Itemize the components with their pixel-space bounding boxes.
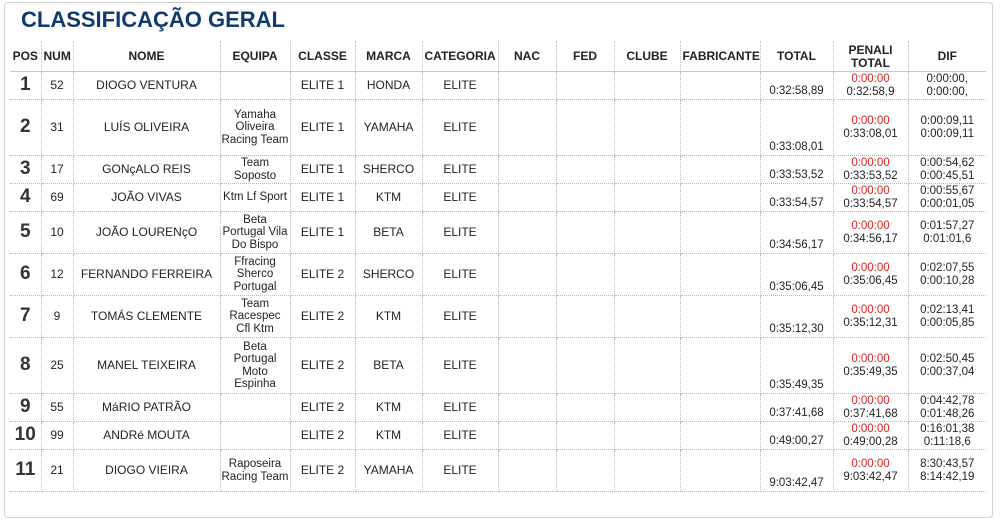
dif-leader: 0:02:07,55 <box>920 262 975 274</box>
cell-num: 52 <box>41 72 73 100</box>
cell-equipa: Yamaha Oliveira Racing Team <box>220 100 290 156</box>
table-row[interactable] <box>10 254 986 296</box>
cell-fed <box>556 212 614 254</box>
cell-pos: 4 <box>10 184 41 212</box>
cell-classe: ELITE 1 <box>290 100 355 156</box>
cell-fed <box>556 156 614 184</box>
col-header-fed[interactable]: FED <box>556 41 614 72</box>
cell-clube <box>614 184 680 212</box>
dif-leader: 0:04:42,78 <box>920 395 975 407</box>
cell-fed <box>556 100 614 156</box>
cell-pos: 3 <box>10 156 41 184</box>
penalty-value: 0:00:00 <box>851 220 890 232</box>
cell-classe: ELITE 2 <box>290 422 355 450</box>
cell-total: 0:37:41,68 <box>760 394 833 422</box>
cell-num: 69 <box>41 184 73 212</box>
cell-nome: FERNANDO FERREIRA <box>73 254 220 296</box>
cell-classe: ELITE 2 <box>290 338 355 394</box>
cell-fabricante <box>680 394 760 422</box>
page-title: CLASSIFICAÇÃO GERAL <box>21 7 285 32</box>
col-header-equipa[interactable]: EQUIPA <box>220 41 290 72</box>
cell-equipa: Beta Portugal Vila Do Bispo <box>220 212 290 254</box>
dif-previous: 0:11:18,6 <box>923 435 971 448</box>
penalty-total-value: 0:35:06,45 <box>843 274 898 287</box>
cell-dif <box>908 254 986 296</box>
table-row[interactable] <box>10 296 986 338</box>
cell-equipa: Ffracing Sherco Portugal <box>220 254 290 296</box>
cell-categoria: ELITE <box>422 184 498 212</box>
penalty-total-value: 0:35:49,35 <box>843 365 898 378</box>
col-header-nome[interactable]: NOME <box>73 41 220 72</box>
cell-fabricante <box>680 156 760 184</box>
cell-classe: ELITE 1 <box>290 156 355 184</box>
cell-clube <box>614 72 680 100</box>
col-header-classe[interactable]: CLASSE <box>290 41 355 72</box>
cell-penalty-total <box>833 184 908 212</box>
cell-fabricante <box>680 254 760 296</box>
dif-leader: 0:01:57,27 <box>920 220 975 232</box>
cell-fabricante <box>680 72 760 100</box>
cell-classe: ELITE 2 <box>290 296 355 338</box>
cell-pos: 11 <box>10 450 41 492</box>
cell-fabricante <box>680 296 760 338</box>
cell-fabricante <box>680 422 760 450</box>
cell-equipa: Beta Portugal Moto Espinha <box>220 338 290 394</box>
cell-total: 0:33:53,52 <box>760 156 833 184</box>
cell-categoria: ELITE <box>422 100 498 156</box>
cell-pos: 7 <box>10 296 41 338</box>
dif-leader: 8:30:43,57 <box>920 458 975 470</box>
cell-nome: DIOGO VENTURA <box>73 72 220 100</box>
cell-classe: ELITE 1 <box>290 72 355 100</box>
col-header-nac[interactable]: NAC <box>498 41 556 72</box>
cell-equipa <box>220 72 290 100</box>
dif-leader: 0:00:55,67 <box>920 185 975 197</box>
cell-marca: YAMAHA <box>355 450 422 492</box>
cell-nome: JOÃO LOURENçO <box>73 212 220 254</box>
cell-clube <box>614 296 680 338</box>
col-header-clube[interactable]: CLUBE <box>614 41 680 72</box>
cell-pos: 1 <box>10 72 41 100</box>
cell-num: 31 <box>41 100 73 156</box>
cell-fed <box>556 422 614 450</box>
table-row[interactable] <box>10 422 986 450</box>
dif-previous: 0:00:37,04 <box>920 365 975 378</box>
dif-previous: 0:00:10,28 <box>920 274 975 287</box>
table-row[interactable] <box>10 100 986 156</box>
penalty-value: 0:00:00 <box>851 304 890 316</box>
penalty-value: 0:00:00 <box>851 157 890 169</box>
cell-clube <box>614 100 680 156</box>
cell-categoria: ELITE <box>422 338 498 394</box>
cell-fed <box>556 254 614 296</box>
table-row[interactable] <box>10 450 986 492</box>
cell-total: 0:49:00,27 <box>760 422 833 450</box>
cell-pos: 9 <box>10 394 41 422</box>
cell-nome: MANEL TEIXEIRA <box>73 338 220 394</box>
cell-classe: ELITE 2 <box>290 254 355 296</box>
cell-marca: BETA <box>355 338 422 394</box>
cell-dif <box>908 72 986 100</box>
cell-num: 12 <box>41 254 73 296</box>
cell-marca: SHERCO <box>355 156 422 184</box>
cell-fabricante <box>680 184 760 212</box>
penalty-value: 0:00:00 <box>851 423 890 435</box>
cell-penalty-total <box>833 296 908 338</box>
cell-nac <box>498 100 556 156</box>
cell-equipa: Team Soposto <box>220 156 290 184</box>
cell-nome: LUÍS OLIVEIRA <box>73 100 220 156</box>
cell-clube <box>614 212 680 254</box>
cell-total: 9:03:42,47 <box>760 450 833 492</box>
dif-previous: 0:01:48,26 <box>920 407 975 420</box>
cell-marca: KTM <box>355 422 422 450</box>
col-header-dif[interactable]: DIF <box>908 41 986 72</box>
dif-previous: 8:14:42,19 <box>920 470 975 483</box>
cell-nac <box>498 212 556 254</box>
cell-dif <box>908 100 986 156</box>
penalty-total-value: 0:49:00,28 <box>843 435 898 448</box>
penalty-total-value: 9:03:42,47 <box>843 470 898 483</box>
cell-dif <box>908 422 986 450</box>
cell-nome: JOÃO VIVAS <box>73 184 220 212</box>
cell-fabricante <box>680 100 760 156</box>
penalty-total-value: 0:32:58,9 <box>846 85 895 98</box>
table-row[interactable] <box>10 184 986 212</box>
cell-fabricante <box>680 212 760 254</box>
cell-penalty-total <box>833 338 908 394</box>
cell-penalty-total <box>833 394 908 422</box>
cell-fed <box>556 394 614 422</box>
col-header-pos[interactable]: POS <box>10 41 41 72</box>
cell-marca: KTM <box>355 296 422 338</box>
cell-classe: ELITE 1 <box>290 212 355 254</box>
col-header-num[interactable]: NUM <box>41 41 73 72</box>
penalty-value: 0:00:00 <box>851 262 890 274</box>
cell-marca: HONDA <box>355 72 422 100</box>
cell-dif <box>908 156 986 184</box>
cell-nac <box>498 450 556 492</box>
cell-nome: TOMÁS CLEMENTE <box>73 296 220 338</box>
results-table <box>10 41 986 492</box>
cell-equipa: Ktm Lf Sport <box>220 184 290 212</box>
dif-leader: 0:16:01,38 <box>920 423 975 435</box>
cell-clube <box>614 338 680 394</box>
penalty-value: 0:00:00 <box>851 115 890 127</box>
cell-dif <box>908 184 986 212</box>
cell-nac <box>498 254 556 296</box>
cell-nac <box>498 296 556 338</box>
cell-nome: MáRIO PATRÃO <box>73 394 220 422</box>
cell-nac <box>498 422 556 450</box>
cell-num: 17 <box>41 156 73 184</box>
penalty-value: 0:00:00 <box>851 353 890 365</box>
col-header-marca[interactable]: MARCA <box>355 41 422 72</box>
penalty-value: 0:00:00 <box>851 73 890 85</box>
cell-total: 0:35:06,45 <box>760 254 833 296</box>
table-row[interactable] <box>10 212 986 254</box>
cell-fed <box>556 72 614 100</box>
cell-categoria: ELITE <box>422 254 498 296</box>
cell-classe: ELITE 2 <box>290 450 355 492</box>
cell-classe: ELITE 2 <box>290 394 355 422</box>
cell-fabricante <box>680 338 760 394</box>
cell-penalty-total <box>833 72 908 100</box>
dif-leader: 0:00:00, <box>926 73 969 85</box>
cell-marca: KTM <box>355 184 422 212</box>
cell-nome: GONçALO REIS <box>73 156 220 184</box>
col-header-fabricante[interactable]: FABRICANTE <box>680 41 760 72</box>
cell-dif <box>908 338 986 394</box>
penalty-value: 0:00:00 <box>851 395 890 407</box>
penalty-value: 0:00:00 <box>851 458 890 470</box>
dif-leader: 0:02:50,45 <box>920 353 975 365</box>
cell-clube <box>614 450 680 492</box>
penalty-total-value: 0:33:54,57 <box>843 197 898 210</box>
cell-pos: 6 <box>10 254 41 296</box>
cell-equipa: Raposeira Racing Team <box>220 450 290 492</box>
dif-leader: 0:02:13,41 <box>920 304 975 316</box>
cell-fed <box>556 450 614 492</box>
cell-num: 99 <box>41 422 73 450</box>
dif-previous: 0:00:09,11 <box>920 127 974 140</box>
cell-dif <box>908 212 986 254</box>
cell-penalty-total <box>833 422 908 450</box>
cell-total: 0:35:49,35 <box>760 338 833 394</box>
table-row[interactable] <box>10 338 986 394</box>
cell-fed <box>556 338 614 394</box>
cell-total: 0:33:54,57 <box>760 184 833 212</box>
cell-fed <box>556 296 614 338</box>
cell-num: 10 <box>41 212 73 254</box>
cell-categoria: ELITE <box>422 394 498 422</box>
cell-pos: 2 <box>10 100 41 156</box>
cell-dif <box>908 296 986 338</box>
cell-clube <box>614 394 680 422</box>
cell-clube <box>614 422 680 450</box>
cell-categoria: ELITE <box>422 296 498 338</box>
cell-categoria: ELITE <box>422 422 498 450</box>
cell-classe: ELITE 1 <box>290 184 355 212</box>
cell-total: 0:33:08,01 <box>760 100 833 156</box>
cell-equipa: Team Racespec Cfl Ktm <box>220 296 290 338</box>
dif-previous: 0:01:01,6 <box>923 232 972 245</box>
cell-categoria: ELITE <box>422 72 498 100</box>
cell-total: 0:34:56,17 <box>760 212 833 254</box>
cell-categoria: ELITE <box>422 450 498 492</box>
cell-marca: BETA <box>355 212 422 254</box>
cell-pos: 10 <box>10 422 41 450</box>
cell-equipa <box>220 422 290 450</box>
col-header-penalty-total[interactable]: PENALI TOTAL <box>833 41 908 72</box>
penalty-total-value: 0:33:53,52 <box>843 169 898 182</box>
cell-penalty-total <box>833 100 908 156</box>
penalty-total-value: 0:33:08,01 <box>843 127 898 140</box>
cell-pos: 8 <box>10 338 41 394</box>
cell-dif <box>908 394 986 422</box>
col-header-total[interactable]: TOTAL <box>760 41 833 72</box>
dif-previous: 0:00:00, <box>926 85 969 98</box>
cell-penalty-total <box>833 450 908 492</box>
cell-dif <box>908 450 986 492</box>
col-header-categoria[interactable]: CATEGORIA <box>422 41 498 72</box>
cell-nac <box>498 184 556 212</box>
cell-categoria: ELITE <box>422 156 498 184</box>
cell-nac <box>498 72 556 100</box>
cell-equipa <box>220 394 290 422</box>
cell-penalty-total <box>833 254 908 296</box>
table-row[interactable] <box>10 72 986 100</box>
table-row[interactable] <box>10 156 986 184</box>
cell-nome: ANDRé MOUTA <box>73 422 220 450</box>
table-header-row <box>10 41 986 72</box>
cell-penalty-total <box>833 212 908 254</box>
cell-penalty-total <box>833 156 908 184</box>
cell-total: 0:32:58,89 <box>760 72 833 100</box>
cell-nome: DIOGO VIEIRA <box>73 450 220 492</box>
cell-nac <box>498 338 556 394</box>
cell-pos: 5 <box>10 212 41 254</box>
table-row[interactable] <box>10 394 986 422</box>
cell-clube <box>614 156 680 184</box>
cell-nac <box>498 394 556 422</box>
dif-leader: 0:00:09,11 <box>920 115 974 127</box>
cell-num: 25 <box>41 338 73 394</box>
dif-previous: 0:00:45,51 <box>920 169 975 182</box>
dif-previous: 0:00:05,85 <box>920 316 975 329</box>
cell-marca: SHERCO <box>355 254 422 296</box>
cell-fabricante <box>680 450 760 492</box>
cell-marca: KTM <box>355 394 422 422</box>
penalty-total-value: 0:35:12,31 <box>843 316 898 329</box>
dif-previous: 0:00:01,05 <box>920 197 975 210</box>
cell-categoria: ELITE <box>422 212 498 254</box>
cell-total: 0:35:12,30 <box>760 296 833 338</box>
cell-fed <box>556 184 614 212</box>
cell-clube <box>614 254 680 296</box>
cell-num: 21 <box>41 450 73 492</box>
penalty-total-value: 0:37:41,68 <box>843 407 898 420</box>
penalty-value: 0:00:00 <box>851 185 890 197</box>
cell-marca: YAMAHA <box>355 100 422 156</box>
cell-num: 55 <box>41 394 73 422</box>
penalty-total-value: 0:34:56,17 <box>843 232 898 245</box>
dif-leader: 0:00:54,62 <box>920 157 975 169</box>
cell-num: 9 <box>41 296 73 338</box>
cell-nac <box>498 156 556 184</box>
